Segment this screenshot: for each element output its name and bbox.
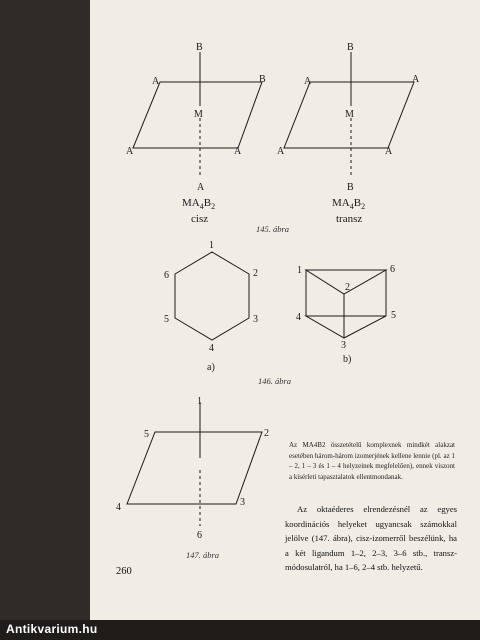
trans-label-tr: A (412, 74, 420, 85)
hex-label-4: 4 (209, 343, 214, 354)
trans-label-bottom: B (347, 182, 354, 193)
fig147-plane (127, 432, 262, 504)
body-paragraph: Az oktaéderes elrendezésnél az egyes koordinációs helyeket ugyancsak számokkal jelölve (147. ábra), cisz-izomerről beszélünk, ha a két ligandum 1–2, 2–3, 3–6 stb., transz-módosulatról, ha 1–6, 2–4 stb. helyzetű. (285, 504, 457, 573)
hex-label-3: 3 (253, 314, 258, 325)
trans-name: transz (336, 213, 363, 225)
cis-label-top: B (196, 42, 203, 53)
cis-formula: $MA_4B_2$ (182, 197, 216, 211)
cis-label-tr: B (259, 74, 266, 85)
cis-label-tl: A (152, 76, 160, 87)
prism-label-3: 3 (341, 340, 346, 351)
fig147-caption: 147. ábra (186, 550, 220, 560)
prism-label-5: 5 (391, 310, 396, 321)
hex-label-1: 1 (209, 240, 214, 251)
prism-label-2: 2 (345, 282, 350, 293)
fig146-hexagon (175, 252, 249, 340)
prism-bottom-face (306, 316, 386, 338)
cis-label-center: M (194, 109, 203, 120)
cis-label-bottom: A (197, 182, 205, 193)
fig145-caption: 145. ábra (256, 224, 290, 234)
hex-label-2: 2 (253, 268, 258, 279)
hex-label-5: 5 (164, 314, 169, 325)
fig146-prism (306, 270, 386, 338)
fig146-caption: 146. ábra (258, 376, 292, 386)
fig146-sub-a: a) (207, 362, 215, 373)
prism-label-6: 6 (390, 264, 395, 275)
trans-label-top: B (347, 42, 354, 53)
hex-label-6: 6 (164, 270, 169, 281)
fig146-sub-b: b) (343, 354, 352, 365)
note-paragraph: Az MA4B2 összetételű komplexnek mindkét alakzat esetében három-három izomerjének kellene lennie (pl. az 1 – 2, 1 – 3 és 1 – 4 helyzeinek megfelelően), ennek viszont a kísérleti tapasztalatok ellentmondanak. (289, 441, 455, 481)
trans-label-br: A (385, 146, 393, 157)
trans-formula: $MA_4B_2$ (332, 197, 366, 211)
fig147-label-3: 3 (240, 497, 245, 508)
trans-label-bl: A (277, 146, 285, 157)
fig147-label-6: 6 (197, 530, 202, 541)
fig147-label-1: 1 (197, 396, 202, 407)
cis-name: cisz (191, 213, 209, 225)
fig147-label-2: 2 (264, 428, 269, 439)
cis-label-bl: A (126, 146, 134, 157)
fig147-label-5: 5 (144, 429, 149, 440)
cis-label-br: A (234, 146, 242, 157)
trans-label-center: M (345, 109, 354, 120)
prism-label-1: 1 (297, 265, 302, 276)
prism-label-4: 4 (296, 312, 301, 323)
watermark-text: Antikvarium.hu (6, 622, 98, 636)
fig147-label-4: 4 (116, 502, 121, 513)
page-number: 260 (116, 566, 132, 577)
trans-label-tl: A (304, 76, 312, 87)
